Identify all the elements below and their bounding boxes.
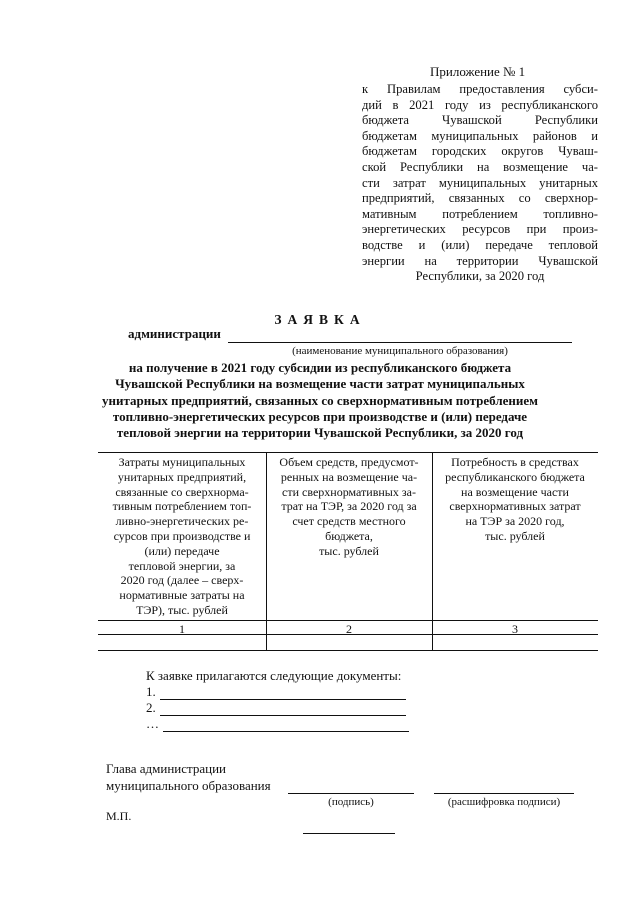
- document-field[interactable]: [160, 687, 406, 700]
- annex-line: бюджета Чувашской Республики: [362, 113, 598, 128]
- table-border: [98, 452, 598, 453]
- document-item: [146, 716, 409, 732]
- subject-line: на получение в 2021 году субсидии из республиканского бюджета: [128, 360, 512, 375]
- annex-line: сти затрат муниципальных унитарных: [362, 175, 598, 190]
- costs-table: [98, 452, 598, 652]
- annex-line: водстве и (или) передаче тепловой: [362, 237, 598, 252]
- header-line: тыс. рублей: [319, 543, 379, 558]
- document-field[interactable]: [163, 719, 409, 732]
- header-line: сти сверхнормативных за-: [282, 484, 416, 499]
- document-field[interactable]: [160, 703, 406, 716]
- signature-field[interactable]: [288, 793, 414, 794]
- column-number: 1: [179, 622, 185, 636]
- table-border: [98, 650, 598, 651]
- application-subject: [70, 360, 570, 441]
- header-line: счет средств местного: [292, 514, 406, 529]
- header-line: связанные со сверхнорма-: [115, 484, 249, 499]
- header-line: ливно-энергетических ре-: [115, 514, 249, 529]
- date-field[interactable]: [303, 833, 395, 834]
- header-line: сурсов при производстве и: [113, 528, 251, 543]
- document-item: [146, 700, 406, 716]
- admin-label: администрации: [128, 326, 221, 341]
- seal-label: М.П.: [106, 809, 132, 823]
- table-header-local-funds: [266, 455, 432, 559]
- document-number: 1.: [146, 684, 156, 699]
- annex-line: энергетических ресурсов при произ-: [362, 222, 598, 237]
- header-line: бюджета,: [325, 528, 373, 543]
- header-line: Объем средств, предусмот-: [279, 455, 419, 469]
- header-line: тивным потреблением топ-: [112, 499, 252, 514]
- table-cell-local-funds[interactable]: [267, 635, 432, 650]
- annex-line: мативным потреблением топливно-: [362, 206, 598, 221]
- document-item: [146, 684, 406, 700]
- annex-title: Приложение № 1: [430, 64, 526, 79]
- annex-line: бюджетам муниципальных районов и: [362, 128, 598, 143]
- subject-line: унитарных предприятий, связанных со сверхнормативным потреблением: [101, 392, 539, 408]
- signature-title-line1: Глава администрации: [106, 761, 227, 776]
- header-line: тыс. рублей: [485, 528, 545, 543]
- admin-name-field[interactable]: [228, 342, 572, 343]
- table-cell-costs[interactable]: [98, 635, 266, 650]
- header-line: нормативные затраты на: [119, 588, 245, 603]
- annex-line: энергии на территории Чувашской: [362, 253, 598, 268]
- header-line: Затраты муниципальных: [118, 455, 246, 469]
- column-number: 2: [346, 622, 352, 636]
- header-line: унитарных предприятий,: [117, 469, 247, 484]
- annex-line: предприятий, связанных со сверхнор-: [362, 191, 598, 206]
- header-line: ренных на возмещение ча-: [280, 469, 418, 484]
- subject-line: Чувашской Республики на возмещение части затрат муниципальных: [115, 376, 525, 392]
- header-line: республиканского бюджета: [445, 469, 585, 484]
- annex-line: ской Республики на возмещение ча-: [362, 159, 598, 174]
- admin-caption: (наименование муниципального образования): [292, 345, 508, 357]
- document-number: …: [146, 716, 159, 731]
- column-number: 3: [512, 622, 518, 636]
- documents-intro: К заявке прилагаются следующие документы:: [146, 668, 402, 683]
- table-border: [98, 620, 598, 621]
- annex-line: бюджетам городских округов Чуваш-: [362, 144, 598, 159]
- signature-decode-caption: (расшифровка подписи): [447, 796, 561, 808]
- table-header-republic-funds: [432, 455, 598, 544]
- header-line: сверхнормативных затрат: [449, 499, 581, 514]
- annex-line: Республики, за 2020 год: [415, 269, 545, 284]
- application-heading: ЗАЯВКА: [274, 312, 366, 327]
- subject-line: тепловой энергии на территории Чувашской Республики, за 2020 год: [116, 425, 524, 441]
- table-header-costs: [98, 455, 266, 618]
- signature-decode-field[interactable]: [434, 793, 574, 794]
- header-line: ТЭР), тыс. рублей: [136, 602, 228, 617]
- header-line: 2020 год (далее – сверх-: [120, 573, 244, 588]
- header-line: на возмещение части: [461, 484, 569, 499]
- header-line: на ТЭР за 2020 год,: [465, 514, 565, 529]
- subject-line: топливно-энергетических ресурсов при производстве и (или) передаче: [112, 408, 528, 424]
- table-cell-republic-funds[interactable]: [433, 635, 598, 650]
- header-line: (или) передаче: [144, 543, 220, 558]
- annex-line: дий в 2021 году из республиканского: [362, 97, 598, 112]
- annex-line: к Правилам предоставления субси-: [362, 82, 598, 96]
- header-line: трат на ТЭР, за 2020 год за: [281, 499, 417, 514]
- header-line: тепловой энергии, за: [128, 558, 236, 573]
- header-line: Потребность в средствах: [451, 455, 579, 469]
- signature-title-line2: муниципального образования: [106, 778, 271, 793]
- signature-caption: (подпись): [328, 796, 374, 808]
- document-number: 2.: [146, 700, 156, 715]
- annex-text: [362, 82, 598, 285]
